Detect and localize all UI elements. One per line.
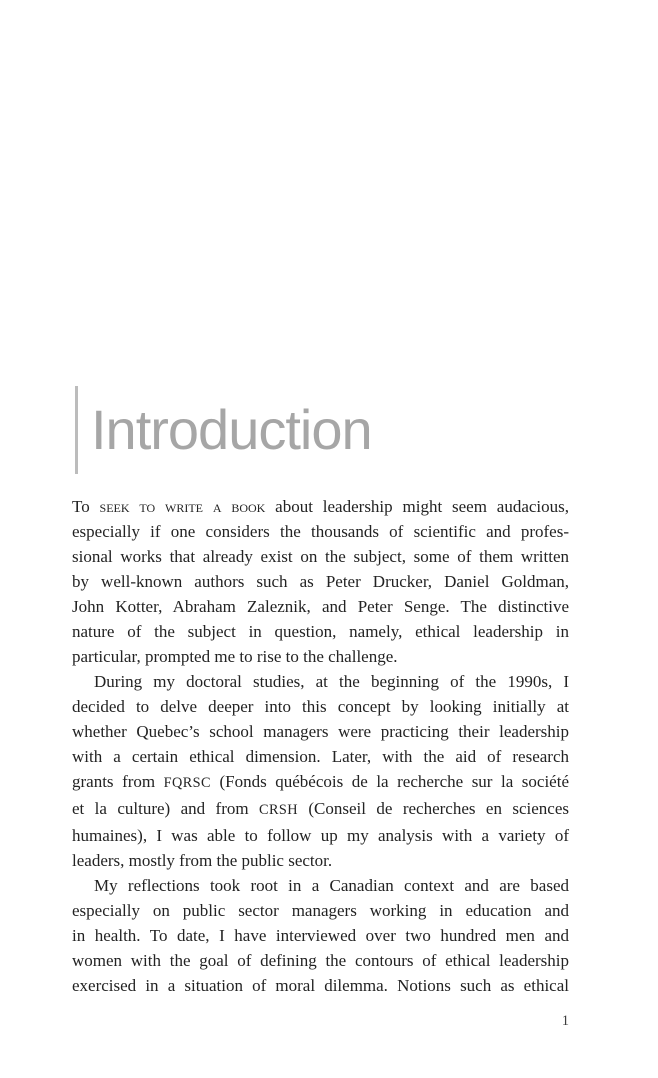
- text-run: especially on public sector managers working in education and: [72, 901, 569, 920]
- page-number: 1: [561, 1013, 569, 1029]
- text-line: [72, 796, 569, 823]
- text-line: [72, 744, 569, 769]
- text-run: To: [72, 497, 100, 516]
- acronym-text: FQRSC: [163, 775, 211, 791]
- text-line: [72, 923, 569, 948]
- smallcaps-text: seek to write a book: [99, 497, 266, 516]
- chapter-title-rule: [75, 386, 78, 474]
- text-run: whether Quebec’s school managers were practicing their leadership: [72, 722, 569, 741]
- text-run: sional works that already exist on the subject, some of them written: [72, 547, 569, 566]
- text-line: [72, 569, 569, 594]
- text-run: by well-known authors such as Peter Drucker, Daniel Goldman,: [72, 572, 569, 591]
- text-run: John Kotter, Abraham Zaleznik, and Peter Senge. The distinctive: [72, 597, 569, 616]
- text-run: about leadership might seem audacious,: [265, 497, 569, 516]
- text-run: My reflections took root in a Canadian context and are based: [94, 876, 569, 895]
- text-run: (Fonds québécois de la recherche sur la société: [210, 772, 569, 791]
- page-footer: [72, 1013, 569, 1030]
- text-line: [72, 873, 569, 898]
- body-paragraph: [72, 873, 569, 998]
- text-line: [72, 494, 569, 519]
- text-line: [72, 948, 569, 973]
- body-text: [72, 494, 569, 998]
- text-run: especially if one considers the thousands of scientific and profes-: [72, 522, 569, 541]
- body-paragraph: [72, 494, 569, 669]
- text-run: decided to delve deeper into this concept by looking initially at: [72, 697, 569, 716]
- text-run: nature of the subject in question, namely, ethical leadership in: [72, 622, 569, 641]
- text-run: in health. To date, I have interviewed over two hundred men and: [72, 926, 569, 945]
- text-line: [72, 619, 569, 644]
- acronym-text: CRSH: [259, 802, 298, 818]
- text-run: (Conseil de recherches en sciences: [297, 799, 569, 818]
- text-run: grants from: [72, 772, 164, 791]
- text-run: exercised in a situation of moral dilemma. Notions such as ethical: [72, 976, 569, 995]
- text-line: [72, 669, 569, 694]
- chapter-header: [72, 386, 372, 474]
- text-run: humaines), I was able to follow up my analysis with a variety of: [72, 826, 569, 845]
- text-run: with a certain ethical dimension. Later, with the aid of research: [72, 747, 569, 766]
- text-run: particular, prompted me to rise to the challenge.: [72, 647, 398, 666]
- text-line: [72, 694, 569, 719]
- text-line: [72, 973, 569, 998]
- text-run: During my doctoral studies, at the beginning of the 1990s, I: [94, 672, 569, 691]
- text-run: women with the goal of defining the contours of ethical leadership: [72, 951, 569, 970]
- text-line: [72, 898, 569, 923]
- text-line: [72, 594, 569, 619]
- text-run: leaders, mostly from the public sector.: [72, 851, 333, 870]
- text-line: [72, 848, 569, 873]
- text-line: [72, 544, 569, 569]
- text-run: et la culture) and from: [72, 799, 259, 818]
- text-line: [72, 644, 569, 669]
- text-line: [72, 769, 569, 796]
- text-line: [72, 519, 569, 544]
- body-paragraph: [72, 669, 569, 873]
- chapter-title: Introduction: [91, 398, 372, 461]
- text-line: [72, 719, 569, 744]
- text-line: [72, 823, 569, 848]
